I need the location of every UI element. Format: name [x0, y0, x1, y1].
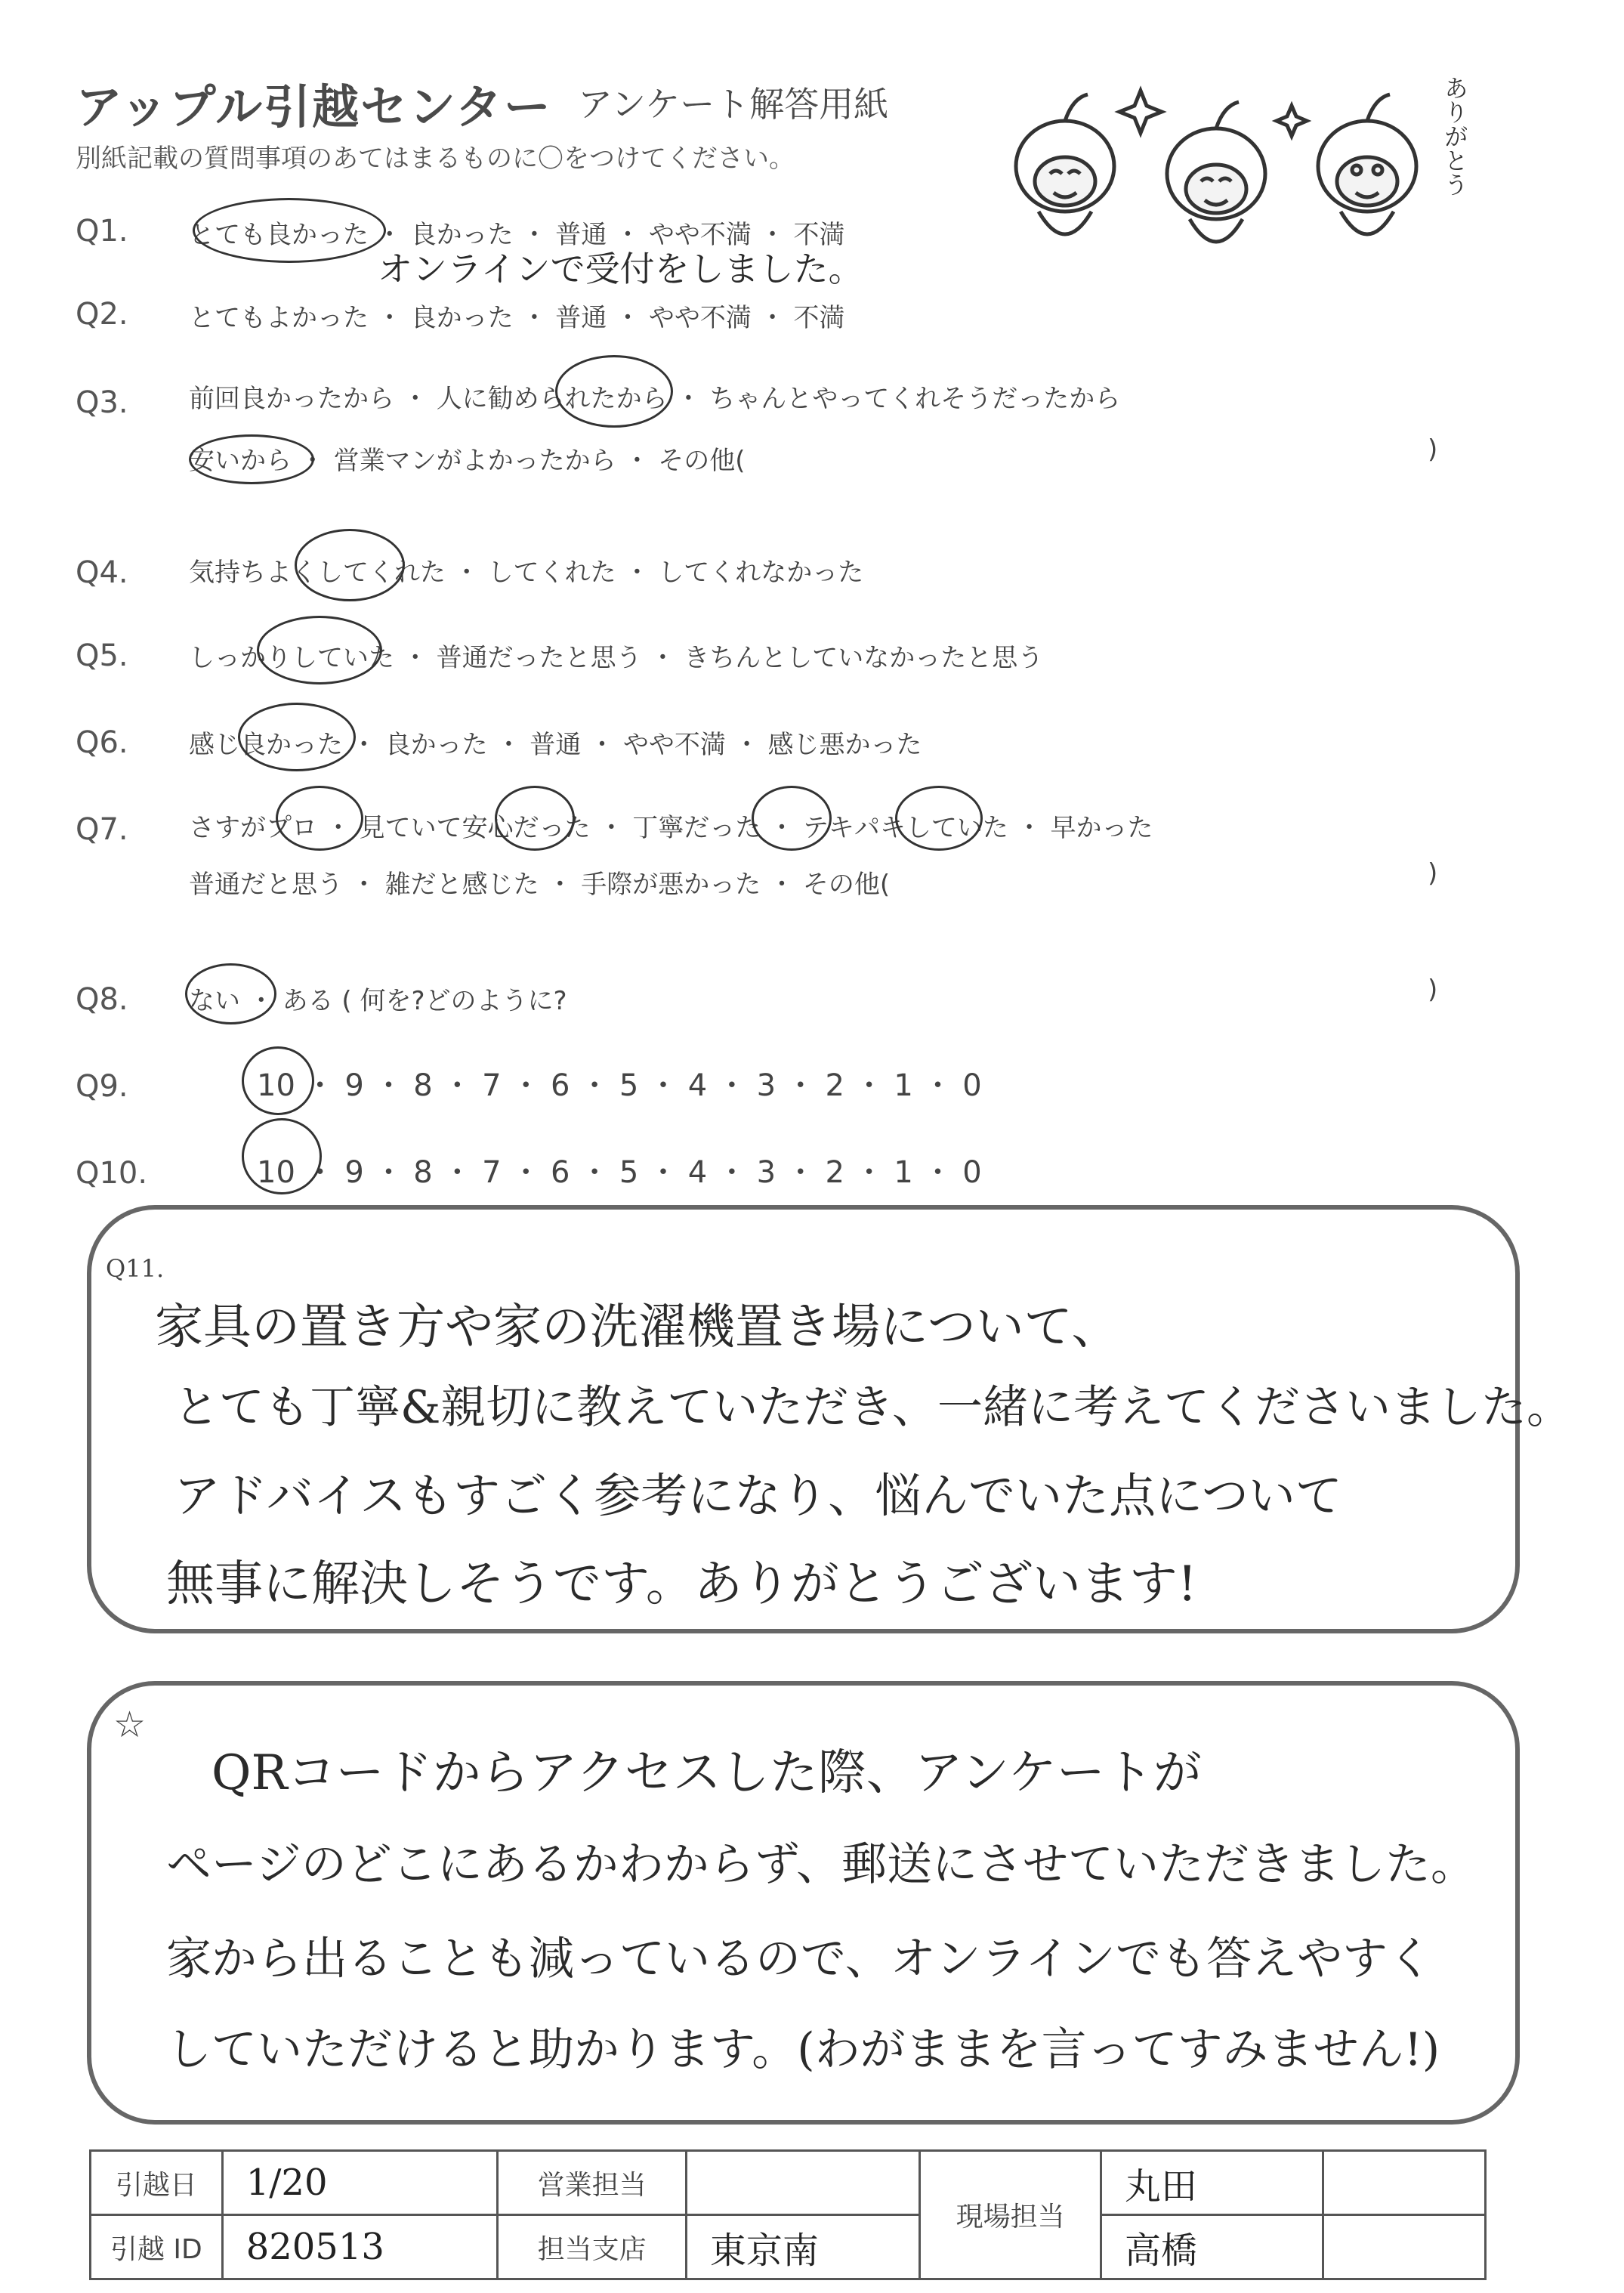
site-label: 現場担当 [920, 2151, 1101, 2279]
q5-answer-circle [257, 616, 382, 685]
q9-scale[interactable]: 10 ・ 9 ・ 8 ・ 7 ・ 6 ・ 5 ・ 4 ・ 3 ・ 2 ・ 1 ・ 0 [257, 1068, 982, 1103]
site-staff-extra-2[interactable] [1323, 2215, 1486, 2279]
mascot-illustration [997, 60, 1469, 287]
q3-options-line1[interactable]: 前回良かったから ・ 人に勧められたから ・ ちゃんとやってくれそうだったから [189, 384, 1121, 414]
moving-id-label: 引越 ID [91, 2215, 223, 2279]
info-table [89, 2149, 1487, 2280]
q11-line-4: 無事に解決しそうです。ありがとうございます! [166, 1556, 1197, 1612]
q2-options[interactable]: とてもよかった ・ 良かった ・ 普通 ・ やや不満 ・ 不満 [189, 303, 845, 333]
q6-answer-circle [238, 703, 356, 771]
moving-date-label: 引越日 [91, 2151, 223, 2215]
sales-label: 営業担当 [498, 2151, 687, 2215]
q11-line-1: 家具の置き方や家の洗濯機置き場について、 [155, 1299, 1120, 1355]
q7-answer-circle-2 [495, 786, 575, 851]
q11-line-2: とても丁寧&親切に教えていただき、一緒に考えてくださいました。 [174, 1381, 1573, 1434]
form-subtitle: アンケート解答用紙 [578, 84, 889, 125]
q4-label: Q4. [76, 555, 128, 590]
site-staff-1[interactable]: 丸田 [1101, 2151, 1323, 2215]
q4-answer-circle [295, 529, 405, 601]
q10-answer-circle [242, 1118, 322, 1194]
q8-label: Q8. [76, 982, 128, 1017]
branch-label: 担当支店 [498, 2215, 687, 2279]
q1-options[interactable]: とても良かった ・ 良かった ・ 普通 ・ やや不満 ・ 不満 [189, 220, 845, 250]
comment-line-2: ページのどこにあるかわからず、郵送にさせていただきました。 [166, 1838, 1476, 1891]
q7-paren-close: ) [1428, 858, 1438, 888]
q3-answer-circle-1 [555, 355, 673, 428]
q7-answer-circle-4 [895, 786, 983, 851]
q9-answer-circle [242, 1046, 314, 1115]
q6-options[interactable]: 感じ良かった ・ 良かった ・ 普通 ・ やや不満 ・ 感じ悪かった [189, 730, 922, 760]
comment-line-1: QRコードからアクセスした際、アンケートが [211, 1745, 1202, 1801]
q2-label: Q2. [76, 297, 128, 332]
q10-scale[interactable]: 10 ・ 9 ・ 8 ・ 7 ・ 6 ・ 5 ・ 4 ・ 3 ・ 2 ・ 1 ・ 0 [257, 1155, 982, 1190]
q10-label: Q10. [76, 1156, 148, 1191]
q11-label: Q11. [106, 1254, 165, 1283]
q3-label: Q3. [76, 385, 128, 420]
site-staff-extra-1[interactable] [1323, 2151, 1486, 2215]
moving-date-value[interactable]: 1/20 [222, 2151, 498, 2215]
q7-options-line1[interactable]: さすがプロ ・ 見ていて安心だった ・ 丁寧だった ・ テキパキしていた ・ 早かった [189, 813, 1153, 843]
moving-id-value[interactable]: 820513 [222, 2215, 498, 2279]
instruction-text: 別紙記載の質問事項のあてはまるものに〇をつけてください。 [76, 144, 795, 174]
star-icon: ☆ [113, 1704, 147, 1746]
q4-options[interactable]: 気持ちよくしてくれた ・ してくれた ・ してくれなかった [189, 558, 864, 588]
q1-answer-circle [193, 198, 386, 263]
q9-label: Q9. [76, 1069, 128, 1104]
q7-answer-circle-1 [276, 786, 363, 851]
q3-options-line2[interactable]: 安いから ・ 営業マンがよかったから ・ その他( [189, 446, 746, 476]
branch-value[interactable]: 東京南 [686, 2215, 919, 2279]
q5-label: Q5. [76, 638, 128, 673]
comment-line-3: 家から出ることも減っているので、オンラインでも答えやすく [166, 1933, 1433, 1986]
site-staff-2[interactable]: 高橋 [1101, 2215, 1323, 2279]
q3-paren-close: ) [1428, 434, 1438, 465]
q8-answer-circle [185, 963, 276, 1024]
q5-options[interactable]: しっかりしていた ・ 普通だったと思う ・ きちんとしていなかったと思う [189, 643, 1044, 673]
q1-label: Q1. [76, 214, 128, 249]
q1-handwritten-note: オンラインで受付をしました。 [378, 249, 863, 289]
mascot-caption: ありがとう [1440, 76, 1469, 196]
q7-options-line2[interactable]: 普通だと思う ・ 雑だと感じた ・ 手際が悪かった ・ その他( [189, 870, 891, 900]
sales-value[interactable] [686, 2151, 919, 2215]
q6-label: Q6. [76, 725, 128, 760]
q7-label: Q7. [76, 812, 128, 847]
q3-answer-circle-2 [189, 434, 314, 484]
q8-paren-close: ) [1428, 975, 1438, 1005]
q11-line-3: アドバイスもすごく参考になり、悩んでいた点について [174, 1468, 1342, 1523]
q8-options[interactable]: ない ・ ある ( 何を?どのように? [189, 986, 567, 1016]
comment-line-4: していただけると助かります。(わがままを言ってすみません!) [166, 2023, 1440, 2076]
q7-answer-circle-3 [752, 786, 832, 851]
form-title: アップル引越センター [76, 79, 552, 134]
